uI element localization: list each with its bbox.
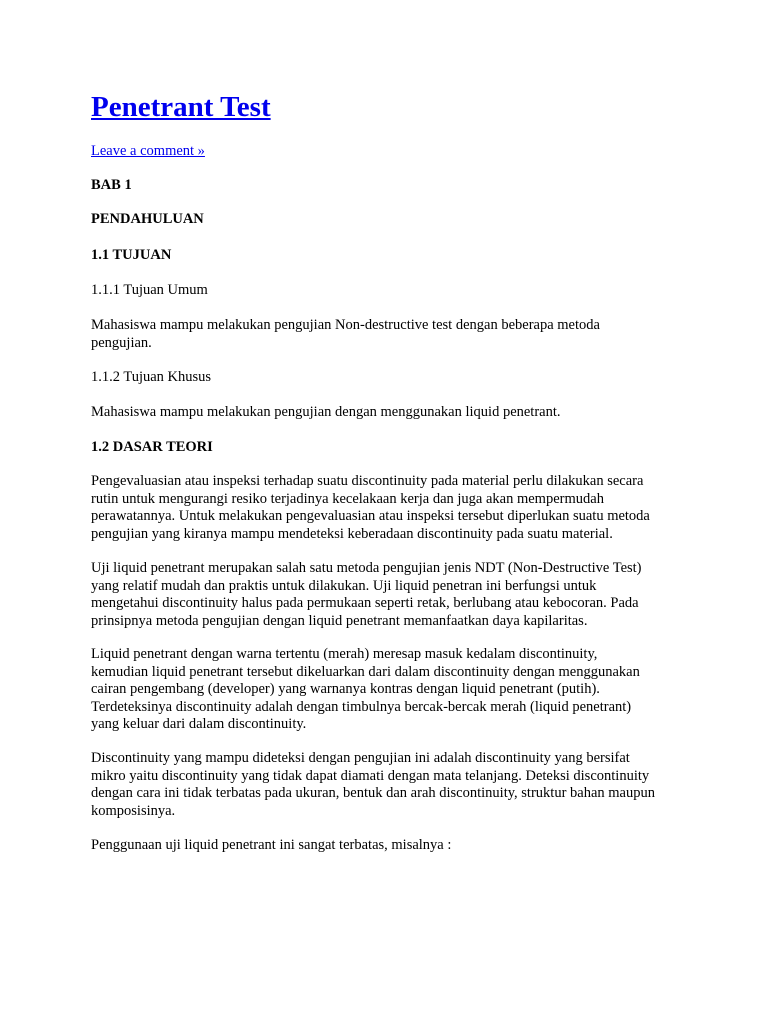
section-heading-dasar-teori: 1.2 DASAR TEORI	[91, 439, 213, 455]
text-line: prinsipnya metoda pengujian dengan liquid penetrant memanfaatkan daya kapilaritas.	[91, 612, 588, 629]
text-line: yang keluar dari dalam discontinuity.	[91, 716, 307, 732]
text-line: kemudian liquid penetrant tersebut dikeluarkan dari dalam discontinuity dengan menggunakan	[91, 663, 640, 680]
text-line: komposisinya.	[91, 802, 176, 819]
text-line: pengujian yang kiranya mampu mendeteksi keberadaan discontinuity pada suatu material.	[91, 525, 613, 542]
text-line: mikro yaitu discontinuity yang tidak dapat diamati dengan mata telanjang. Deteksi discontinuity	[91, 767, 650, 784]
text-line: yang relatif mudah dan praktis untuk dilakukan. Uji liquid penetran ini berfungsi untuk	[91, 577, 597, 594]
text-line: Terdeteksinya discontinuity adalah dengan timbulnya bercak-bercak merah (liquid penetrant)	[91, 698, 632, 715]
chapter-title: PENDAHULUAN	[91, 211, 204, 227]
text-line: Pengevaluasian atau inspeksi terhadap suatu discontinuity pada material perlu dilakukan secara	[91, 473, 644, 489]
text-line: mengetahui discontinuity halus pada permukaan seperti retak, berlubang atau kebocoran. Pada	[91, 595, 639, 611]
paragraph-tujuan-umum	[91, 317, 691, 352]
paragraph-3	[91, 646, 691, 734]
paragraph-tujuan-khusus: Mahasiswa mampu melakukan pengujian dengan menggunakan liquid penetrant.	[91, 404, 561, 420]
post-title	[91, 88, 271, 126]
text-line: cairan pengembang (developer) yang warnanya kontras dengan liquid penetrant (putih).	[91, 681, 600, 697]
text-line: rutin untuk mengurangi resiko terjadinya kecelakaan kerja dan juga akan mempermudah	[91, 490, 604, 507]
text-line: Liquid penetrant dengan warna tertentu (merah) meresap masuk kedalam discontinuity,	[91, 646, 598, 662]
text-line: Mahasiswa mampu melakukan pengujian Non-destructive test dengan beberapa metoda	[91, 317, 600, 333]
text-line: Discontinuity yang mampu dideteksi dengan pengujian ini adalah discontinuity yang bersifat	[91, 750, 630, 766]
paragraph-4	[91, 750, 691, 820]
leave-comment-link[interactable]: Leave a comment »	[91, 143, 205, 159]
text-line: Uji liquid penetrant merupakan salah satu metoda pengujian jenis NDT (Non-Destructive Test)	[91, 560, 642, 576]
chapter-label: BAB 1	[91, 177, 132, 193]
subsection-heading-tujuan-umum: 1.1.1 Tujuan Umum	[91, 282, 208, 298]
post-title-link[interactable]: Penetrant Test	[91, 91, 271, 123]
section-heading-tujuan: 1.1 TUJUAN	[91, 247, 172, 263]
text-line: dengan cara ini tidak terbatas pada ukuran, bentuk dan arah discontinuity, struktur bahan maupun	[91, 785, 655, 801]
subsection-heading-tujuan-khusus: 1.1.2 Tujuan Khusus	[91, 369, 212, 385]
text-line: pengujian.	[91, 334, 152, 351]
paragraph-2	[91, 560, 691, 630]
paragraph-5: Penggunaan uji liquid penetrant ini sangat terbatas, misalnya :	[91, 837, 452, 853]
paragraph-1	[91, 473, 691, 543]
text-line: perawatannya. Untuk melakukan pengevaluasian atau inspeksi tersebut diperlukan suatu metoda	[91, 508, 650, 524]
